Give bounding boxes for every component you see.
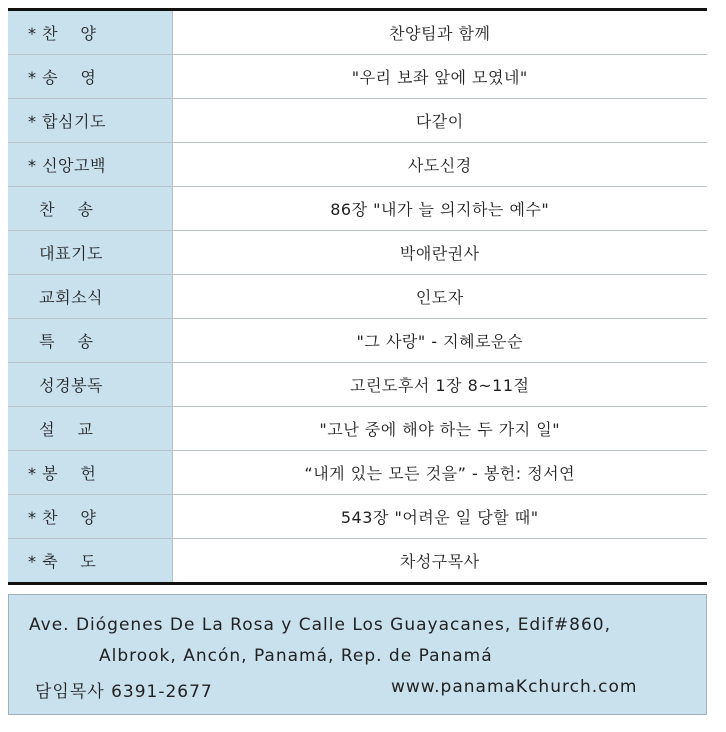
service-row — [8, 143, 707, 187]
service-item-label: 대표기도 — [8, 231, 172, 275]
address-line-1: Ave. Diógenes De La Rosa y Calle Los Guayacanes, Edif#860, — [29, 615, 612, 635]
service-item-label: * 찬 양 — [8, 10, 172, 55]
service-row — [8, 10, 707, 55]
service-item-label: * 찬 양 — [8, 495, 172, 539]
service-item-label: 성경봉독 — [8, 363, 172, 407]
service-item-value: “내게 있는 모든 것을” - 봉헌: 정서연 — [172, 451, 707, 495]
service-item-value: 고린도후서 1장 8~11절 — [172, 363, 707, 407]
service-row — [8, 319, 707, 363]
service-item-label: 교회소식 — [8, 275, 172, 319]
service-item-value: "고난 중에 해야 하는 두 가지 일" — [172, 407, 707, 451]
service-item-label: * 합심기도 — [8, 99, 172, 143]
service-row — [8, 187, 707, 231]
service-item-label: * 신앙고백 — [8, 143, 172, 187]
service-item-value: 사도신경 — [172, 143, 707, 187]
order-of-service-table — [8, 8, 707, 585]
pastor-phone: 담임목사 6391-2677 — [35, 682, 213, 702]
service-row — [8, 495, 707, 539]
service-item-label: 설 교 — [8, 407, 172, 451]
service-item-label: * 축 도 — [8, 539, 172, 584]
service-item-value: "우리 보좌 앞에 모였네" — [172, 55, 707, 99]
service-item-value: "그 사랑" - 지혜로운순 — [172, 319, 707, 363]
service-item-value: 차성구목사 — [172, 539, 707, 584]
service-row — [8, 275, 707, 319]
service-item-label: 찬 송 — [8, 187, 172, 231]
service-item-label: * 송 영 — [8, 55, 172, 99]
service-row — [8, 539, 707, 584]
address-line-2: Albrook, Ancón, Panamá, Rep. de Panamá — [99, 646, 493, 666]
service-row — [8, 407, 707, 451]
service-item-value: 찬양팀과 함께 — [172, 10, 707, 55]
service-item-value: 다같이 — [172, 99, 707, 143]
church-info-box — [8, 594, 707, 715]
service-row — [8, 363, 707, 407]
service-row — [8, 231, 707, 275]
service-item-value: 인도자 — [172, 275, 707, 319]
service-item-label: * 봉 헌 — [8, 451, 172, 495]
service-item-label: 특 송 — [8, 319, 172, 363]
service-item-value: 86장 "내가 늘 의지하는 예수" — [172, 187, 707, 231]
service-item-value: 543장 "어려운 일 당할 때" — [172, 495, 707, 539]
website-link[interactable]: www.panamaKchurch.com — [391, 677, 638, 697]
service-row — [8, 99, 707, 143]
service-row — [8, 55, 707, 99]
service-item-value: 박애란권사 — [172, 231, 707, 275]
service-row — [8, 451, 707, 495]
